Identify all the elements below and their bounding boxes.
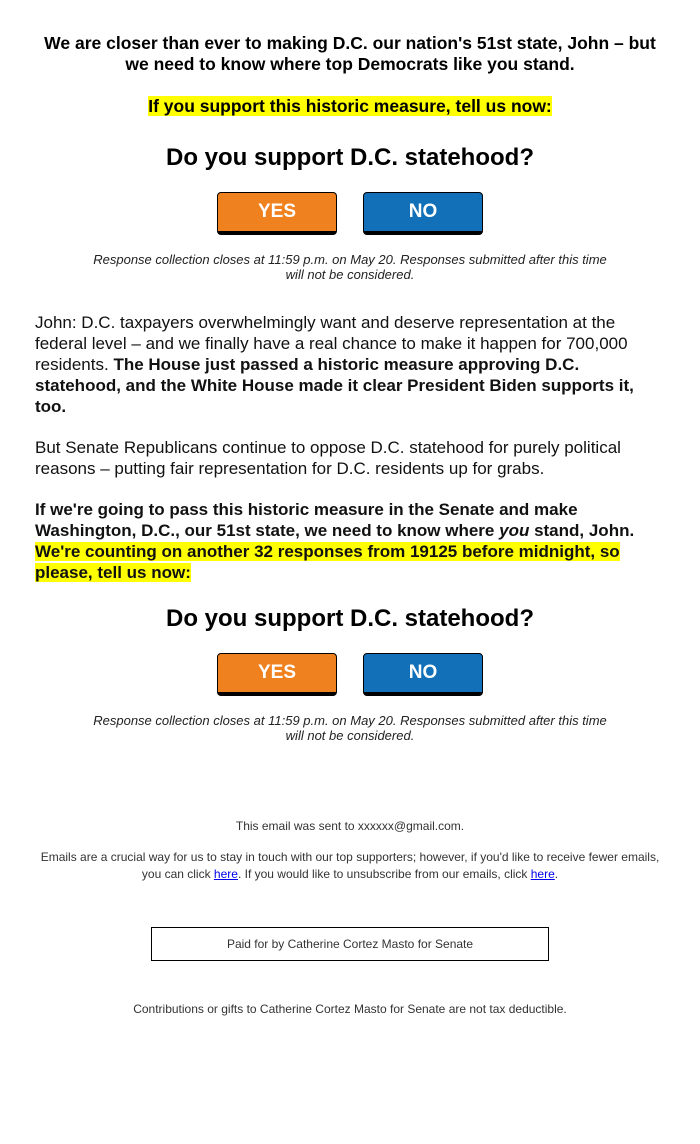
poll-button-row-bottom (35, 653, 665, 696)
poll-button-row (35, 192, 665, 235)
tax-deductible-notice: Contributions or gifts to Catherine Cortez Masto for Senate are not tax deductible. (133, 1002, 567, 1016)
fewer-emails-link[interactable]: here (213, 867, 238, 881)
cta-highlight: If you support this historic measure, tell us now: (148, 96, 552, 116)
no-button[interactable]: NO (363, 192, 483, 235)
body-paragraph-1-bold: The House just passed a historic measure approving D.C. statehood, and the White House made it clear President Biden supports it, too. (35, 355, 634, 416)
poll-disclaimer: Response collection closes at 11:59 p.m. on May 20. Responses submitted after this time will not be considered. (93, 252, 607, 282)
body-paragraph-3-text-b: stand, John. (529, 521, 635, 540)
poll-question: Do you support D.C. statehood? (166, 144, 534, 171)
sent-to-notice: This email was sent to xxxxxx@gmail.com. (235, 819, 465, 833)
poll-disclaimer-bottom: Response collection closes at 11:59 p.m. on May 20. Responses submitted after this time will not be considered. (93, 713, 607, 743)
intro-headline: We are closer than ever to making D.C. our nation's 51st state, John – but we need to know where top Democrats like you stand. (44, 33, 656, 74)
body-paragraph-1-text: John: D.C. taxpayers overwhelmingly want and deserve representation at the federal level – and we finally have a real chance to make it happen for 700,000 residents. (35, 313, 628, 374)
yes-button-bottom[interactable]: YES (217, 653, 337, 696)
poll-question-bottom: Do you support D.C. statehood? (166, 605, 534, 632)
email-body (35, 0, 665, 1018)
yes-button[interactable]: YES (217, 192, 337, 235)
preferences-text-a: Emails are a crucial way for us to stay in touch with our top supporters; however, if you'd like to receive fewer emails, you can click (40, 850, 660, 881)
body-paragraph-3-text-a: If we're going to pass this historic measure in the Senate and make Washington, D.C., our 51st state, we need to know where (35, 500, 578, 540)
preferences-text-b: . If you would like to unsubscribe from our emails, click (237, 867, 531, 881)
unsubscribe-link[interactable]: here (530, 867, 555, 881)
preferences-text-c: . (554, 867, 559, 881)
body-paragraph-3-emphasis: you (499, 521, 530, 540)
body-paragraph-3 (35, 499, 665, 583)
body-paragraph-2: But Senate Republicans continue to oppose D.C. statehood for purely political reasons – putting fair representation for D.C. residents up for grabs. (35, 438, 621, 478)
poll-bottom (35, 605, 665, 743)
body-paragraph-3-highlight: We're counting on another 32 responses from 19125 before midnight, so please, tell us now: (35, 542, 620, 582)
no-button-bottom[interactable]: NO (363, 653, 483, 696)
poll-top (35, 144, 665, 282)
email-preferences-notice (35, 849, 665, 883)
paid-for-box: Paid for by Catherine Cortez Masto for Senate (151, 927, 549, 961)
body-paragraph-1 (35, 312, 665, 417)
cta-line (35, 96, 665, 117)
